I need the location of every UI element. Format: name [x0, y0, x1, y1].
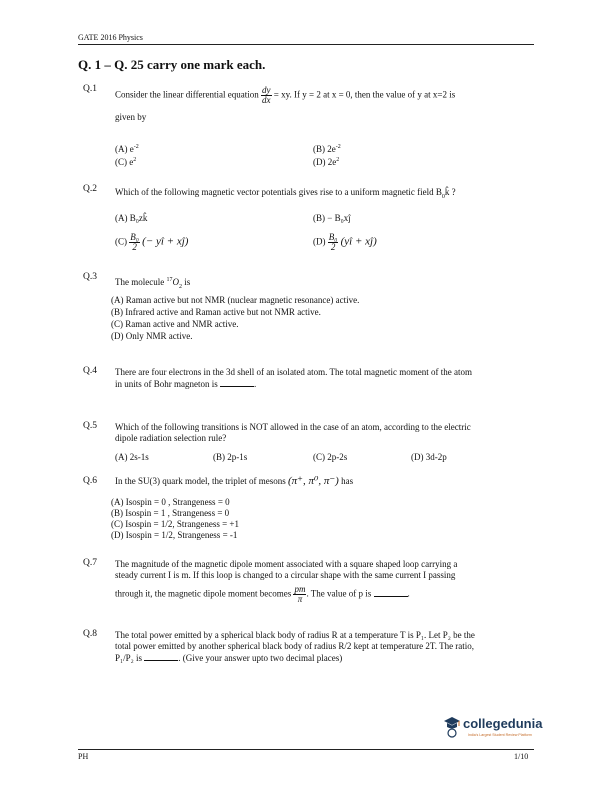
header-title: GATE 2016 Physics: [78, 33, 143, 42]
q7-frac-num: pm: [294, 584, 306, 594]
logo-tagline: India's Largest Student Review Platform: [468, 733, 532, 737]
q5-number: Q.5: [83, 421, 97, 431]
q7-answer-blank: [374, 588, 408, 597]
q2-opt-c-fraction: [129, 233, 140, 252]
q1-opt-c-sup: 2: [133, 157, 137, 163]
q6-option-d: (D) Isospin = 1/2, Strangeness = -1: [111, 530, 238, 540]
q8-line3: [115, 652, 342, 665]
q7-line2: steady current I is m. If this loop is changed to a circular shape with the same current I passing: [115, 570, 456, 580]
q1-line2: given by: [115, 112, 147, 122]
q1-opt-d-label: (D) 2e: [313, 157, 337, 167]
q7-fraction: [293, 585, 306, 604]
q2-opt-c-label: (C): [115, 236, 127, 247]
q2-opt-d-expr: (yî + xĵ): [340, 235, 377, 248]
footer-rule: [78, 749, 534, 750]
q1-opt-a-label: (A) e: [115, 144, 134, 154]
q1-opt-d-sup: 2: [336, 157, 340, 163]
q4-line2-wrap: in units of Bohr magneton is .: [115, 379, 257, 389]
q1-option-d: [313, 157, 339, 167]
q2-number: Q.2: [83, 184, 97, 194]
q3-text: [115, 275, 190, 293]
q1-opt-a-sup: -2: [133, 144, 139, 150]
q5-option-d: (D) 3d-2p: [411, 452, 447, 462]
footer-page-number: 1/10: [514, 752, 529, 761]
q7-number: Q.7: [83, 558, 97, 568]
q2-option-d: [313, 233, 377, 252]
q1-post: = xy. If y = 2 at x = 0, then the value of y at x=2 is: [273, 89, 456, 100]
q2-text-main: Which of the following magnetic vector potentials gives rise to a uniform magnetic field B: [115, 187, 442, 197]
q6-option-a: (A) Isospin = 0 , Strangeness = 0: [111, 497, 230, 507]
q1-opt-b-label: (B) 2e: [313, 144, 336, 154]
q4-line2: in units of Bohr magneton is: [115, 379, 218, 389]
q2-opt-d-frac-num: B₀: [328, 232, 338, 242]
q2-option-b: (B) − B₀xĵ: [313, 213, 351, 223]
q2-opt-c-expr: (− yî + xĵ): [142, 235, 189, 248]
graduation-cap-icon: [443, 716, 461, 738]
q2-option-a: (A) B₀zk̂: [115, 213, 148, 223]
q3-text-a: The molecule: [115, 277, 165, 287]
q4-answer-blank: [220, 378, 254, 387]
q5-option-c: (C) 2p-2s: [313, 452, 348, 462]
q5-option-a: (A) 2s-1s: [115, 452, 149, 462]
q3-number: Q.3: [83, 272, 97, 282]
q2-opt-c-frac-num: B₀: [130, 232, 139, 242]
q2-opt-d-label: (D): [313, 236, 326, 247]
q8-line2: total power emitted by another spherical black body of radius R/2 kept at temperature 2T. The ratio,: [115, 641, 475, 651]
q5-line1: Which of the following transitions is NOT allowed in the case of an atom, according to the electric: [115, 422, 471, 432]
q2-opt-d-fraction: [328, 233, 339, 252]
q6-text: [115, 476, 353, 488]
q5-option-b: (B) 2p-1s: [213, 452, 248, 462]
q1-option-c: [115, 157, 136, 167]
collegedunia-logo: collegedunia: [463, 716, 543, 731]
q3-mass-number: 17: [166, 277, 173, 283]
q1-option-a: [115, 144, 139, 154]
q7-line3b: . The value of p is: [306, 588, 372, 599]
q3-molecule-sub: 2: [178, 283, 182, 290]
q7-line1: The magnitude of the magnetic dipole moment associated with a square shaped loop carrying a: [115, 559, 458, 569]
q3-text-b: is: [184, 277, 191, 287]
q8-line1: The total power emitted by a spherical black body of radius R at a temperature T is P₁. Let P₂ be the: [115, 630, 475, 640]
q5-line2: dipole radiation selection rule?: [115, 433, 227, 443]
q4-number: Q.4: [83, 366, 97, 376]
q6-option-c: (C) Isospin = 1/2, Strangeness = +1: [111, 519, 239, 529]
q3-option-b: (B) Infrared active and Raman active but not NMR active.: [111, 307, 321, 317]
q6-text-b: has: [341, 476, 354, 486]
q4-line1: There are four electrons in the 3d shell of an isolated atom. The total magnetic moment of the atom: [115, 367, 472, 377]
q1-opt-b-sup: -2: [335, 144, 341, 150]
q2-text-end: k̂ ?: [444, 187, 456, 197]
q1-opt-c-label: (C) e: [115, 157, 134, 167]
q1-number: Q.1: [83, 84, 97, 94]
q7-line3a: through it, the magnetic dipole moment becomes: [115, 588, 292, 599]
q8-line3b: . (Give your answer upto two decimal places): [178, 653, 343, 663]
q1-frac-den: dx: [262, 95, 271, 105]
q8-line3a: P₁/P₂ is: [115, 653, 143, 663]
q1-fraction: [261, 86, 272, 105]
q1-option-b: [313, 144, 341, 154]
q6-option-b: (B) Isospin = 1 , Strangeness = 0: [111, 508, 230, 518]
q6-text-a: In the SU(3) quark model, the triplet of mesons: [115, 476, 286, 486]
q1-frac-num: dy: [262, 85, 271, 95]
q2-option-c: [115, 233, 188, 252]
q2-text: [115, 187, 456, 203]
q2-opt-d-frac-den: 2: [330, 242, 336, 252]
q1-pre: Consider the linear differential equation: [115, 89, 259, 100]
q3-option-c: (C) Raman active and NMR active.: [111, 319, 239, 329]
q8-answer-blank: [144, 652, 178, 661]
q6-meson-triplet: (π⁺, π⁰, π⁻): [287, 475, 339, 487]
q7-frac-den: π: [297, 594, 303, 604]
section-title: Q. 1 – Q. 25 carry one mark each.: [78, 57, 266, 72]
footer-left: PH: [78, 752, 89, 761]
q3-option-a: (A) Raman active but not NMR (nuclear magnetic resonance) active.: [111, 295, 360, 305]
q1-text: [115, 86, 535, 105]
q2-opt-c-frac-den: 2: [132, 242, 137, 252]
header-rule: [78, 44, 534, 45]
q3-molecule: O: [172, 277, 179, 287]
q8-number: Q.8: [83, 629, 97, 639]
q7-line3: through it, the magnetic dipole moment becomes $\frac{pm}{\pi}$ . The value of p is .: [115, 584, 410, 604]
q3-option-d: (D) Only NMR active.: [111, 331, 193, 341]
q6-number: Q.6: [83, 476, 97, 486]
q2-text-sub: 0: [441, 193, 445, 200]
